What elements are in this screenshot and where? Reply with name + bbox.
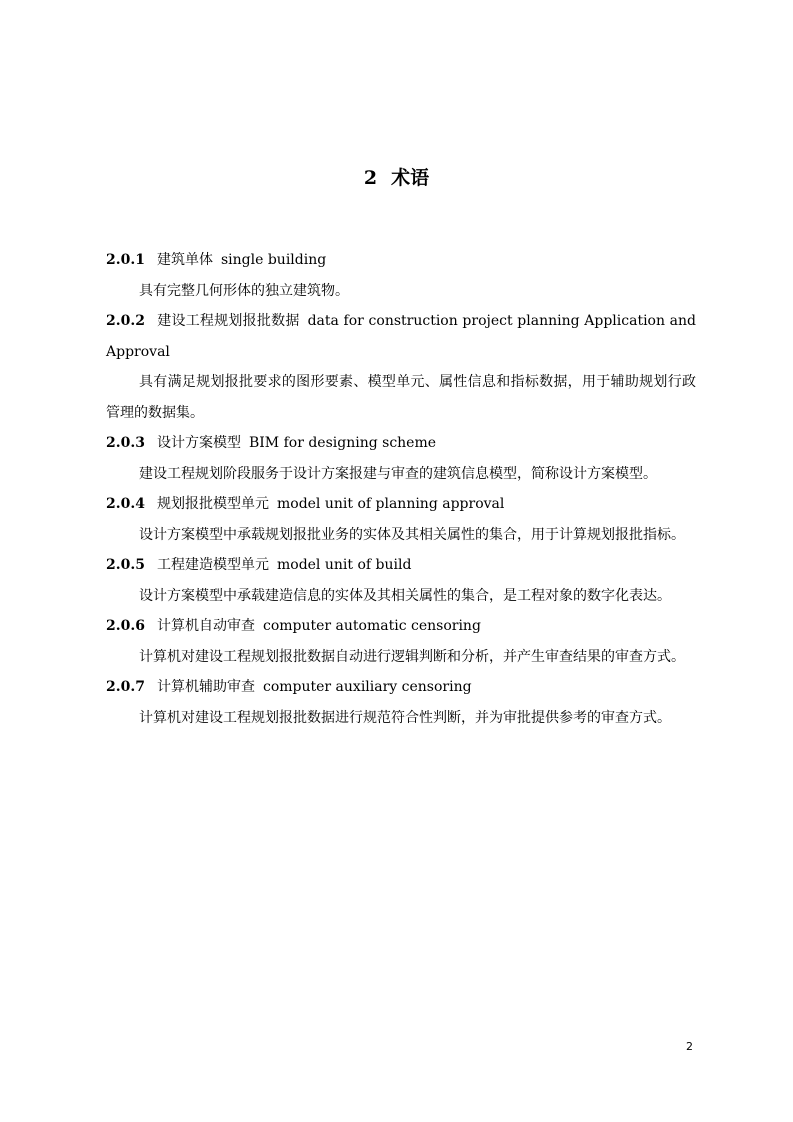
page-title (0, 163, 793, 190)
term-number: 2.0.5 (106, 557, 145, 573)
terms-list (106, 245, 696, 733)
term-english: BIM for designing scheme (248, 435, 437, 451)
term-entry (106, 245, 696, 306)
term-number: 2.0.2 (106, 313, 145, 329)
term-chinese: 计算机自动审查 (156, 618, 255, 634)
term-number: 2.0.1 (106, 252, 145, 268)
term-definition: 建设工程规划阶段服务于设计方案报建与审查的建筑信息模型，简称设计方案模型。 (139, 465, 657, 482)
term-definition: 计算机对建设工程规划报批数据自动进行逻辑判断和分析，并产生审查结果的审查方式。 (139, 648, 685, 665)
term-definition: 计算机对建设工程规划报批数据进行规范符合性判断，并为审批提供参考的审查方式。 (139, 709, 671, 726)
term-entry (106, 489, 696, 550)
term-chinese: 计算机辅助审查 (156, 679, 255, 695)
term-chinese: 设计方案模型 (156, 435, 241, 451)
term-number: 2.0.3 (106, 435, 145, 451)
term-definition: 具有完整几何形体的独立建筑物。 (139, 282, 349, 299)
term-english: single building (220, 252, 327, 268)
term-chinese: 建设工程规划报批数据 (156, 313, 300, 329)
term-heading (106, 245, 696, 276)
term-number: 2.0.4 (106, 496, 145, 512)
term-heading (106, 611, 696, 642)
page-number: 2 (686, 1040, 693, 1053)
term-heading (106, 489, 696, 520)
term-heading (106, 306, 696, 367)
term-entry (106, 672, 696, 733)
term-heading (106, 428, 696, 459)
term-chinese: 规划报批模型单元 (156, 496, 269, 512)
chapter-number: 2 (363, 167, 378, 189)
term-heading (106, 672, 696, 703)
term-english: model unit of planning approval (276, 496, 505, 512)
term-english: computer auxiliary censoring (262, 679, 472, 695)
term-chinese: 建筑单体 (156, 252, 213, 268)
term-number: 2.0.6 (106, 618, 145, 634)
term-entry (106, 550, 696, 611)
term-chinese: 工程建造模型单元 (156, 557, 269, 573)
term-definition: 设计方案模型中承载建造信息的实体及其相关属性的集合，是工程对象的数字化表达。 (139, 587, 671, 604)
chapter-title: 术语 (391, 167, 430, 189)
term-definition: 具有满足规划报批要求的图形要素、模型单元、属性信息和指标数据，用于辅助规划行政管理的数据集。 (106, 374, 696, 421)
term-english: model unit of build (276, 557, 412, 573)
term-english: computer automatic censoring (262, 618, 481, 634)
term-number: 2.0.7 (106, 679, 145, 695)
term-heading (106, 550, 696, 581)
term-entry (106, 428, 696, 489)
term-definition: 设计方案模型中承载规划报批业务的实体及其相关属性的集合，用于计算规划报批指标。 (139, 526, 685, 543)
term-english: data for construction project planning Application and Approval (106, 313, 696, 360)
term-entry (106, 611, 696, 672)
term-entry (106, 306, 696, 428)
